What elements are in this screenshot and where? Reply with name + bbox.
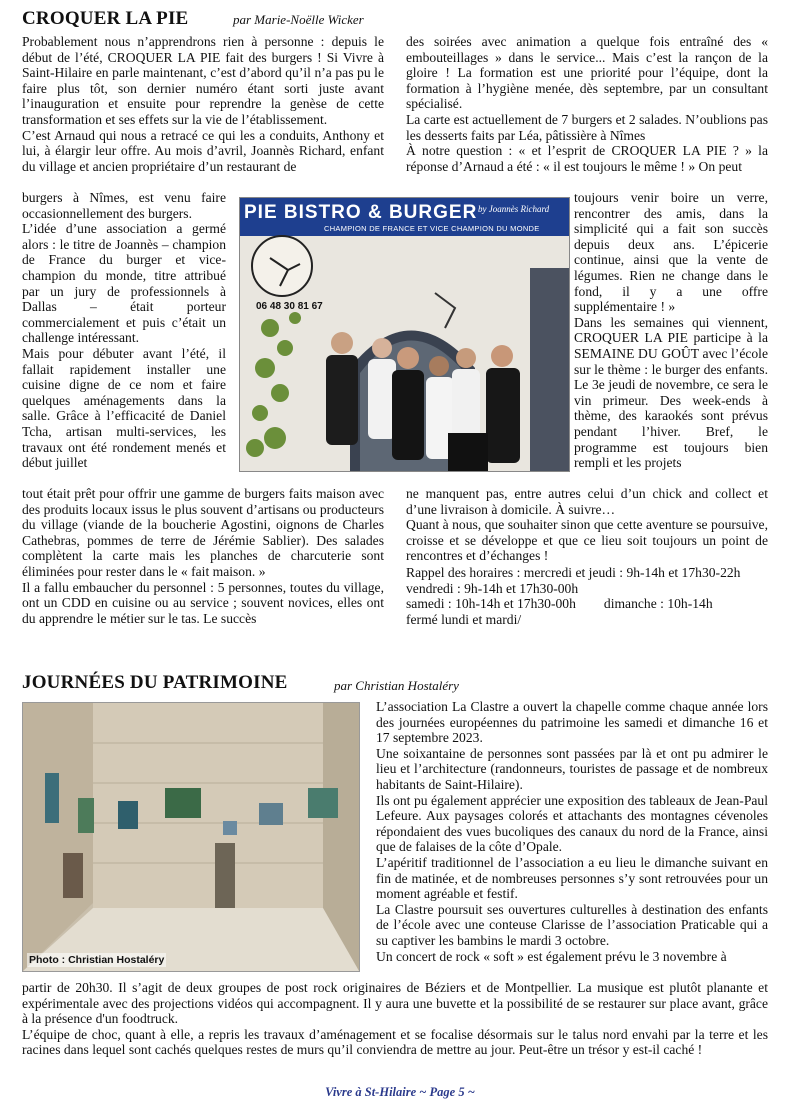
sign-text: PIE BISTRO & BURGER [244, 202, 478, 223]
paragraph: Un concert de rock « soft » est également prévu le 3 novembre à [376, 948, 727, 964]
paragraph: Probablement nous n’apprendrons rien à personne : depuis le début de l’été, CROQUER LA PIE fait des burgers ! Si Vivre à Saint-Hilaire en parle maintenant, c’est d’abord qu’il n’a pas pu le faire plus tôt, son dernier numéro étant sorti juste avant l’inauguration et ensuite pour reprendre la genèse de cette transformation et ses effets sur la vie de l’établissement. [22, 34, 384, 127]
article1-byline: par Marie-Noëlle Wicker [233, 12, 364, 27]
paragraph: ne manquent pas, entre autres celui d’un chick and collect et d’une livraison à domicile. À suivre… [406, 486, 768, 517]
sign-byline: by Joannès Richard [478, 204, 550, 214]
article1-right-top [406, 34, 768, 174]
paragraph: Dans les semaines qui viennent, CROQUER LA PIE participe à la SEMAINE DU GOÛT avec l’école sur le thème : le burger des enfants. Le 3e jeudi de novembre, ce sera le vin primeur. Des week-ends à thème, des karaokés sont prévus pendant l’hiver. Bref, le programme est toujours bien rempli et les projets [574, 314, 768, 471]
article2-full [22, 980, 768, 1058]
paragraph: toujours venir boire un verre, rencontrer des amis, dans la simplicité qui a fait son succès depuis deux ans. L’épicerie continue, ainsi que la vente de légumes. Rien ne change dans le fond, il y a une offre supplémentaire ! » [574, 190, 768, 315]
phone-number: 06 48 30 81 67 [256, 301, 323, 312]
article2-title: JOURNÉES DU PATRIMOINE [22, 672, 288, 693]
chapel-photo [22, 702, 360, 972]
paragraph: L’association La Clastre a ouvert la chapelle comme chaque année lors des journées européennes du patrimoine les samedi et dimanche 16 et 17 septembre 2023. [376, 699, 768, 746]
opening-hours [406, 565, 786, 627]
paragraph: L’équipe de choc, quant à elle, a repris les travaux d’aménagement et se focalise désormais sur le talus nord envahi par la terre et les racines dans lequel sont cachés quelques restes de murs qu’il conviendra de mettre au jour. Peut-être un trésor y est-il caché ! [22, 1026, 768, 1058]
restaurant-photo [239, 197, 570, 472]
photo-caption: Photo : Christian Hostaléry [29, 954, 165, 966]
article1-left-narrow [22, 190, 226, 471]
hours-saturday: samedi : 10h-14h et 17h30-00h [406, 596, 576, 612]
paragraph: La carte est actuellement de 7 burgers et 2 salades. N’oublions pas les desserts faits par Léa, pâtissière à Nîmes [406, 111, 768, 143]
paragraph: À notre question : « et l’esprit de CROQUER LA PIE ? » la réponse d’Arnaud a été : « il est toujours le même ! » On peut [406, 143, 768, 174]
article1-right-bottom [406, 486, 768, 564]
hours-line [406, 596, 786, 612]
paragraph: Mais pour débuter avant l’été, il fallait rapidement installer une cuisine digne de ce nom et faire quelques aménagements dans la salle. Grâce à l’efficacité de Daniel Tcha, artisan multi-services, les travaux ont été rondement menés et début juillet [22, 345, 226, 471]
article1-left-top [22, 34, 384, 174]
article2-right [376, 699, 768, 964]
chapel-photo-illustration [23, 703, 359, 971]
hours-sunday: dimanche : 10h-14h [603, 596, 713, 612]
paragraph: partir de 20h30. Il s’agit de deux groupes de post rock originaires de Béziers et de Montpellier. La musique est plutôt planante et expérimentale avec des projections vidéos qui accompagnent. Il y aura une buvette et la possibilité de se restaurer sur place avant, grâce à la présence d'un foodtruck. [22, 980, 768, 1027]
page-footer: Vivre à St-Hilaire ~ Page 5 ~ [325, 1085, 475, 1099]
article1-left-bottom [22, 486, 384, 626]
hours-line: Rappel des horaires : mercredi et jeudi : 9h-14h et 17h30-22h [406, 565, 741, 580]
article2-byline: par Christian Hostaléry [334, 678, 459, 693]
paragraph: tout était prêt pour offrir une gamme de burgers faits maison avec des produits locaux issus le plus souvent d’artisans ou producteurs du village (viande de la boucherie Agostini, oignons de Charles Cathebras, pommes de terre de Jérémie Sablier). Des salades complètent la carte mais les planches de charcuterie sont éliminées pour rester dans le « fait maison. » [22, 486, 384, 579]
paragraph: L’idée d’une association a germé alors : le titre de Joannès – champion de France du burger et vice-champion du monde, titre attribué par un jury de professionnels à Dallas – était porteur commercialement et puis c’était un challenge intéressant. [22, 221, 226, 346]
paragraph: des soirées avec animation a quelque fois entraîné des « embouteillages » dans le service... Mais c’est la rançon de la gloire ! La formation est une priorité pour l’équipe, dont la formation à l’hygiène menée, dès septembre, par un consultant spécialisé. [406, 34, 768, 112]
restaurant-photo-illustration [240, 198, 569, 471]
paragraph: Une soixantaine de personnes sont passées par là et ont pu admirer le lieu et l’architecture (randonneurs, touristes de passage et de nombreux habitants de Saint-Hilaire). [376, 745, 768, 792]
paragraph: C’est Arnaud qui nous a retracé ce qui les a conduits, Anthony et lui, à élargir leur offre. Au mois d’avril, Joannès Richard, enfant du village et ancien propriétaire d’un restaurant de [22, 127, 384, 174]
hours-line: fermé lundi et mardi/ [406, 611, 522, 627]
paragraph: Il a fallu embaucher du personnel : 5 personnes, toutes du village, ont un CDD en cuisine ou au service ; souvent novices, elles ont du apprendre le métier sur le tas. Le succès [22, 579, 384, 626]
paragraph: La Clastre poursuit ses ouvertures culturelles à destination des enfants de l’école avec une conteuse Clarisse de l’association Praticable qui a su captiver les bambins le mardi 3 octobre. [376, 901, 768, 948]
hours-line: vendredi : 9h-14h et 17h30-00h [406, 580, 579, 596]
paragraph: L’apéritif traditionnel de l’association a eu lieu le dimanche suivant en fin de matinée, et de nombreuses personnes s’y sont retrouvées pour un moment agréable et festif. [376, 854, 768, 902]
paragraph: Quant à nous, que souhaiter sinon que cette aventure se poursuive, croisse et se développe et que ce lieu soit toujours un point de rencontres et d’échanges ! [406, 517, 768, 564]
article1-right-narrow [574, 190, 768, 471]
sign-subtitle: CHAMPION DE FRANCE ET VICE CHAMPION DU MONDE [324, 224, 540, 233]
paragraph: Ils ont pu également apprécier une exposition des tableaux de Jean-Paul Lefeure. Aux paysages colorés et attachants des montagnes cévenoles répondaient des vues bucoliques des canaux du nord de la France, ainsi que de falaises de la côte d’Opale. [376, 792, 768, 855]
paragraph: burgers à Nîmes, est venu faire occasionnellement des burgers. [22, 190, 226, 221]
article1-title: CROQUER LA PIE [22, 8, 189, 29]
